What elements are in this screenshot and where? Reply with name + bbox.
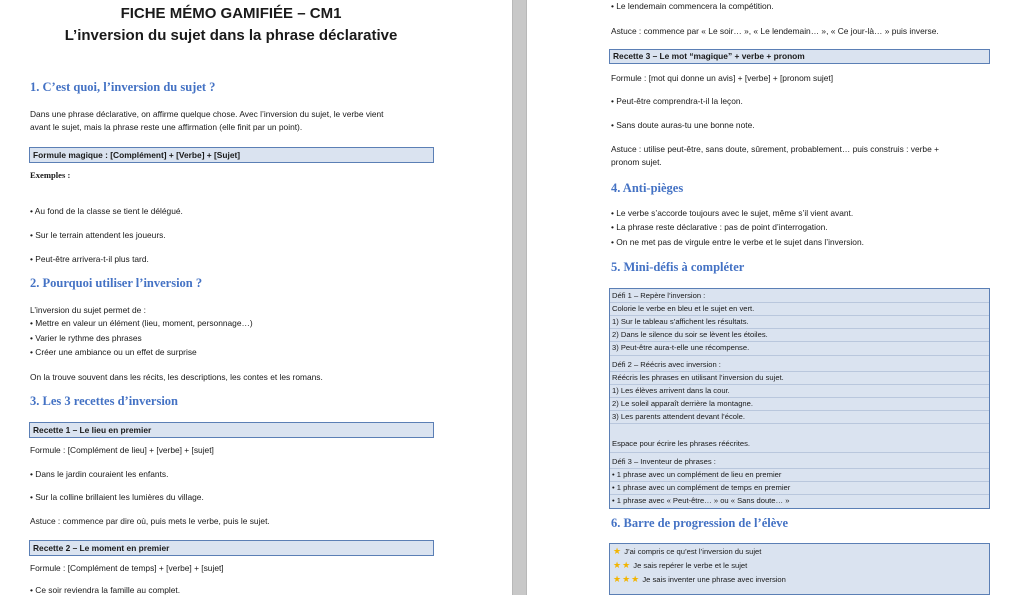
defi2-title: Défi 2 – Réécris avec inversion : xyxy=(612,360,721,369)
progress-row-text: J’ai compris ce qu’est l’inversion du sujet xyxy=(624,547,762,556)
defi1-title: Défi 1 – Repère l’inversion : xyxy=(612,291,706,300)
section2-intro: L’inversion du sujet permet de : xyxy=(30,305,146,315)
list-item: • On ne met pas de virgule entre le verbe et le sujet dans l’inversion. xyxy=(611,237,864,248)
recipe2-tip: Astuce : commence par « Le soir… », « Le lendemain… », « Ce jour-là… » puis inverse. xyxy=(611,26,939,36)
recipe1-title-box: Recette 1 – Le lieu en premier xyxy=(29,422,434,438)
star-icon: ★ xyxy=(613,560,622,570)
recipe1-formula: Formule : [Complément de lieu] + [verbe] + [sujet] xyxy=(30,445,214,455)
page-gutter xyxy=(512,0,527,595)
recipe3-title-box: Recette 3 – Le mot “magique” + verbe + pronom xyxy=(609,49,990,64)
document-subtitle: L’inversion du sujet dans la phrase déclarative xyxy=(64,27,398,44)
list-item: • La phrase reste déclarative : pas de point d’interrogation. xyxy=(611,222,828,233)
document-page-left xyxy=(0,0,512,595)
examples-label: Exemples : xyxy=(30,170,71,180)
defi3-title: Défi 3 – Inventeur de phrases : xyxy=(612,457,716,466)
section3-heading: 3. Les 3 recettes d’inversion xyxy=(30,394,179,408)
example-item: • Ce soir reviendra la famille au complet. xyxy=(30,585,180,595)
document-title: FICHE MÉMO GAMIFIÉE – CM1 xyxy=(120,5,342,22)
example-item: • Sans doute auras-tu une bonne note. xyxy=(611,120,755,131)
progress-row xyxy=(613,560,747,571)
section1-heading: 1. C’est quoi, l’inversion du sujet ? xyxy=(30,80,216,94)
defi-item: 3) Peut-être aura-t-elle une récompense. xyxy=(612,343,750,352)
example-item: • Sur le terrain attendent les joueurs. xyxy=(30,230,166,241)
star-icon: ★ xyxy=(631,574,640,584)
list-item: • Mettre en valeur un élément (lieu, moment, personnage…) xyxy=(30,318,253,329)
example-item: • Dans le jardin couraient les enfants. xyxy=(30,469,168,480)
recipe1-tip: Astuce : commence par dire où, puis mets le verbe, puis le sujet. xyxy=(30,516,270,526)
star-rating xyxy=(613,561,633,570)
mini-defis-box xyxy=(609,288,990,509)
recipe3-formula: Formule : [mot qui donne un avis] + [verbe] + [pronom sujet] xyxy=(611,73,834,83)
star-icon: ★ xyxy=(622,560,631,570)
defi2-writing-space: Espace pour écrire les phrases réécrites. xyxy=(612,439,751,448)
defi2-instruction: Réécris les phrases en utilisant l’inversion du sujet. xyxy=(612,373,784,382)
list-item: • Le verbe s’accorde toujours avec le sujet, même s’il vient avant. xyxy=(611,208,853,219)
defi-item: 1) Les élèves arrivent dans la cour. xyxy=(612,386,730,395)
list-item: • Varier le rythme des phrases xyxy=(30,333,142,344)
example-item: • Au fond de la classe se tient le délégué. xyxy=(30,206,183,217)
defi-item: 3) Les parents attendent devant l’école. xyxy=(612,412,745,421)
star-icon: ★ xyxy=(613,546,622,556)
defi1-instruction: Colorie le verbe en bleu et le sujet en vert. xyxy=(612,304,755,313)
defi-item: • 1 phrase avec un complément de lieu en premier xyxy=(612,470,781,480)
example-item: • Le lendemain commencera la compétition. xyxy=(611,1,774,12)
example-item: • Peut-être comprendra-t-il la leçon. xyxy=(611,96,743,107)
section1-text-line1: Dans une phrase déclarative, on affirme quelque chose. Avec l’inversion du sujet, le verbe vient xyxy=(30,109,384,119)
defi-item: 2) Dans le silence du soir se lèvent les étoiles. xyxy=(612,330,768,339)
star-icon: ★ xyxy=(613,574,622,584)
progress-row xyxy=(613,574,786,585)
defi-item: • 1 phrase avec « Peut-être… » ou « Sans doute… » xyxy=(612,496,789,506)
defi-item: • 1 phrase avec un complément de temps en premier xyxy=(612,483,790,493)
example-item: • Peut-être arrivera-t-il plus tard. xyxy=(30,254,149,265)
formula-magique-box: Formule magique : [Complément] + [Verbe] + [Sujet] xyxy=(29,147,434,163)
document-page-right xyxy=(527,0,1027,595)
example-item: • Sur la colline brillaient les lumières du village. xyxy=(30,492,204,503)
recipe2-formula: Formule : [Complément de temps] + [verbe] + [sujet] xyxy=(30,563,224,573)
section1-text-line2: avant le sujet, mais la phrase reste une affirmation (elle finit par un point). xyxy=(30,122,303,132)
defi-item: 2) Le soleil apparaît derrière la montagne. xyxy=(612,399,753,408)
section2-heading: 2. Pourquoi utiliser l’inversion ? xyxy=(30,276,203,290)
section5-heading: 5. Mini-défis à compléter xyxy=(611,260,745,274)
progress-row-text: Je sais inventer une phrase avec inversion xyxy=(642,575,786,584)
progress-row xyxy=(613,546,761,557)
star-rating xyxy=(613,547,624,556)
star-rating xyxy=(613,575,642,584)
defi-item: 1) Sur le tableau s’affichent les résultats. xyxy=(612,317,749,326)
recipe3-tip-line1: Astuce : utilise peut-être, sans doute, sûrement, probablement… puis construis : verbe + xyxy=(611,144,939,154)
recipe3-tip-line2: pronom sujet. xyxy=(611,157,662,167)
progress-row-text: Je sais repérer le verbe et le sujet xyxy=(633,561,748,570)
list-item: • Créer une ambiance ou un effet de surprise xyxy=(30,347,197,358)
section6-heading: 6. Barre de progression de l’élève xyxy=(611,516,789,530)
star-icon: ★ xyxy=(622,574,631,584)
section4-heading: 4. Anti-pièges xyxy=(611,181,684,195)
progress-bar-box xyxy=(609,543,990,595)
section2-outro: On la trouve souvent dans les récits, les descriptions, les contes et les romans. xyxy=(30,372,323,382)
recipe2-title-box: Recette 2 – Le moment en premier xyxy=(29,540,434,556)
